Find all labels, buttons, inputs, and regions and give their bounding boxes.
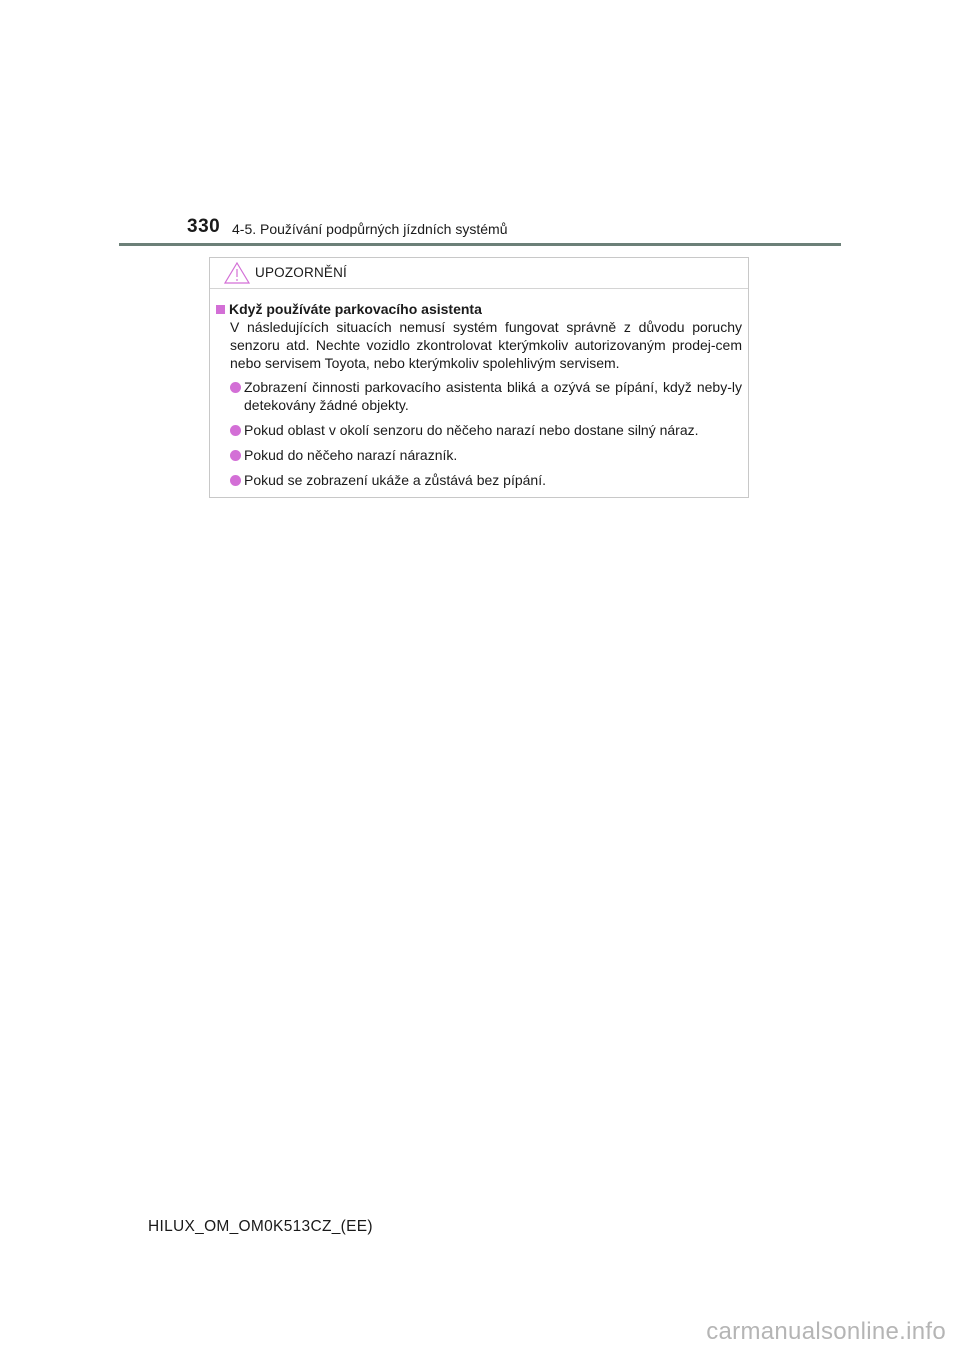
header-rule xyxy=(119,243,841,246)
warning-triangle-icon xyxy=(224,262,250,284)
list-item xyxy=(230,421,742,439)
list-item-text: Pokud se zobrazení ukáže a zůstává bez pípání. xyxy=(244,472,546,488)
warning-box xyxy=(209,257,749,498)
square-bullet-icon xyxy=(216,305,225,314)
warning-header xyxy=(210,258,748,289)
warning-body xyxy=(210,289,748,489)
list-item-text: Pokud oblast v okolí senzoru do něčeho narazí nebo dostane silný náraz. xyxy=(244,422,699,438)
circle-bullet-icon xyxy=(230,425,241,436)
list-item xyxy=(230,378,742,414)
section-title: 4-5. Používání podpůrných jízdních systémů xyxy=(232,221,508,237)
warning-subheading xyxy=(216,300,742,318)
list-item-text: Pokud do něčeho narazí nárazník. xyxy=(244,447,458,463)
footer-document-code: HILUX_OM_OM0K513CZ_(EE) xyxy=(148,1218,373,1235)
circle-bullet-icon xyxy=(230,450,241,461)
warning-subheading-text: Když používáte parkovacího asistenta xyxy=(229,301,482,317)
warning-paragraph: V následujících situacích nemusí systém fungovat správně z důvodu poruchy senzoru atd. Nechte vozidlo zkontrolovat kterýmkoliv autorizovaným prodej-cem nebo servisem Toyota, nebo kterýmkoliv spolehlivým servisem. xyxy=(230,319,742,371)
list-item xyxy=(230,471,742,489)
circle-bullet-icon xyxy=(230,382,241,393)
warning-bullet-list xyxy=(216,378,742,489)
list-item xyxy=(230,446,742,464)
watermark: carmanualsonline.info xyxy=(706,1318,946,1345)
list-item-text: Zobrazení činnosti parkovacího asistenta bliká a ozývá se pípání, když neby-ly detekovány žádné objekty. xyxy=(244,379,742,413)
page-number: 330 xyxy=(187,216,221,237)
warning-label: UPOZORNĚNÍ xyxy=(255,265,348,280)
circle-bullet-icon xyxy=(230,475,241,486)
